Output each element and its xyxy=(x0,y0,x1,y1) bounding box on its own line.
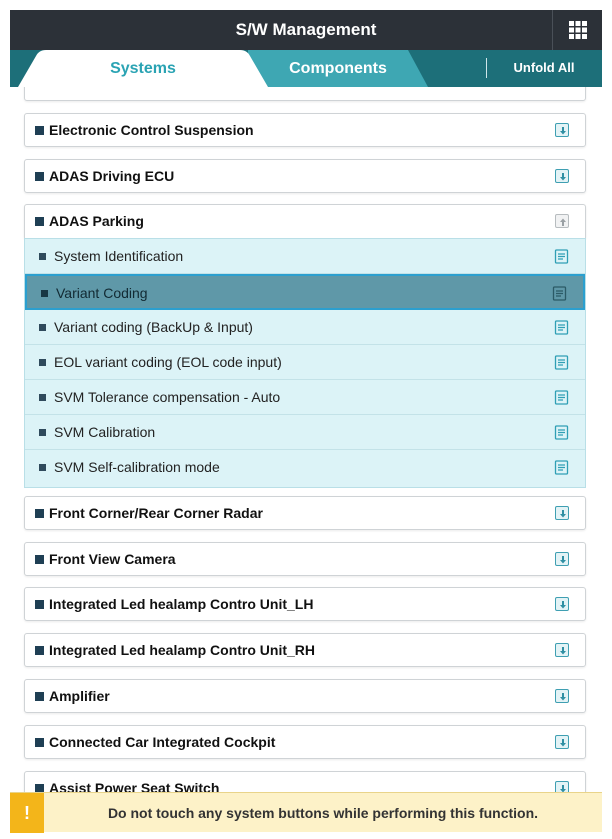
warning-text: Do not touch any system buttons while performing this function. xyxy=(107,805,539,821)
system-label: Integrated Led healamp Contro Unit_LH xyxy=(49,596,314,612)
expand-down-icon[interactable] xyxy=(555,552,569,566)
function-row-selected[interactable] xyxy=(25,274,585,310)
system-row-expanded[interactable] xyxy=(24,204,586,238)
system-row[interactable] xyxy=(24,587,586,621)
system-label: ADAS Parking xyxy=(49,213,144,229)
function-row[interactable] xyxy=(25,450,585,485)
bullet-icon xyxy=(39,359,46,366)
tab-bar xyxy=(10,50,602,87)
document-icon xyxy=(554,355,569,370)
expand-down-icon[interactable] xyxy=(555,689,569,703)
document-icon xyxy=(554,320,569,335)
expand-down-icon[interactable] xyxy=(555,597,569,611)
bullet-icon xyxy=(35,126,44,135)
function-row[interactable] xyxy=(25,415,585,450)
system-label: Amplifier xyxy=(49,688,110,704)
warning-icon: ! xyxy=(10,793,44,833)
bullet-icon xyxy=(39,429,46,436)
bullet-icon xyxy=(39,394,46,401)
document-icon xyxy=(552,286,567,301)
tab-systems-label: Systems xyxy=(110,60,176,77)
bullet-icon xyxy=(39,324,46,331)
system-label: Assist Power Seat Switch xyxy=(49,780,220,792)
bullet-icon xyxy=(39,464,46,471)
expand-down-icon[interactable] xyxy=(555,643,569,657)
system-label: Electronic Control Suspension xyxy=(49,122,254,138)
bullet-icon xyxy=(35,555,44,564)
document-icon xyxy=(554,249,569,264)
bullet-icon xyxy=(39,253,46,260)
bullet-icon xyxy=(35,646,44,655)
unfold-all-button[interactable] xyxy=(486,50,602,87)
document-icon xyxy=(554,460,569,475)
expand-down-icon[interactable] xyxy=(555,169,569,183)
warning-banner xyxy=(10,792,602,832)
function-row[interactable] xyxy=(25,345,585,380)
function-label: Variant Coding xyxy=(56,285,148,301)
function-label: SVM Tolerance compensation - Auto xyxy=(54,389,281,405)
system-row[interactable] xyxy=(24,542,586,576)
system-label: Front View Camera xyxy=(49,551,176,567)
tab-systems[interactable] xyxy=(18,50,280,87)
bullet-icon xyxy=(35,172,44,181)
function-row[interactable] xyxy=(25,380,585,415)
system-label: ADAS Driving ECU xyxy=(49,168,175,184)
bullet-icon xyxy=(35,784,44,792)
page-title: S/W Management xyxy=(235,20,377,39)
bullet-icon xyxy=(35,217,44,226)
system-row[interactable] xyxy=(24,496,586,530)
tab-components-label: Components xyxy=(289,60,387,77)
document-icon xyxy=(554,425,569,440)
function-label: EOL variant coding (EOL code input) xyxy=(54,354,282,370)
system-row[interactable] xyxy=(24,113,586,147)
title-bar xyxy=(10,10,602,50)
bullet-icon xyxy=(35,692,44,701)
system-row[interactable] xyxy=(24,633,586,667)
system-label: Connected Car Integrated Cockpit xyxy=(49,734,276,750)
function-row[interactable] xyxy=(25,239,585,274)
bullet-icon xyxy=(35,509,44,518)
expand-down-icon[interactable] xyxy=(555,735,569,749)
collapse-up-icon[interactable] xyxy=(555,214,569,228)
system-row[interactable] xyxy=(24,679,586,713)
function-label: Variant coding (BackUp & Input) xyxy=(54,319,253,335)
system-label: Front Corner/Rear Corner Radar xyxy=(49,505,263,521)
expand-down-icon[interactable] xyxy=(555,123,569,137)
expand-down-icon[interactable] xyxy=(555,506,569,520)
bullet-icon xyxy=(35,738,44,747)
system-list[interactable] xyxy=(10,87,602,792)
expand-down-icon[interactable] xyxy=(555,781,569,792)
function-label: SVM Calibration xyxy=(54,424,156,440)
system-row-partial-top[interactable] xyxy=(24,87,586,101)
grid-menu-icon xyxy=(568,20,588,40)
system-row[interactable] xyxy=(24,159,586,193)
system-label: Integrated Led healamp Contro Unit_RH xyxy=(49,642,316,658)
unfold-separator xyxy=(486,58,487,78)
grid-menu-button[interactable] xyxy=(552,10,602,50)
function-row[interactable] xyxy=(25,310,585,345)
function-list xyxy=(24,238,586,488)
system-row[interactable] xyxy=(24,771,586,792)
bullet-icon xyxy=(41,290,48,297)
function-label: System Identification xyxy=(54,248,184,264)
bullet-icon xyxy=(35,600,44,609)
unfold-all-label: Unfold All xyxy=(513,60,575,75)
system-row[interactable] xyxy=(24,725,586,759)
document-icon xyxy=(554,390,569,405)
function-label: SVM Self-calibration mode xyxy=(54,459,220,475)
